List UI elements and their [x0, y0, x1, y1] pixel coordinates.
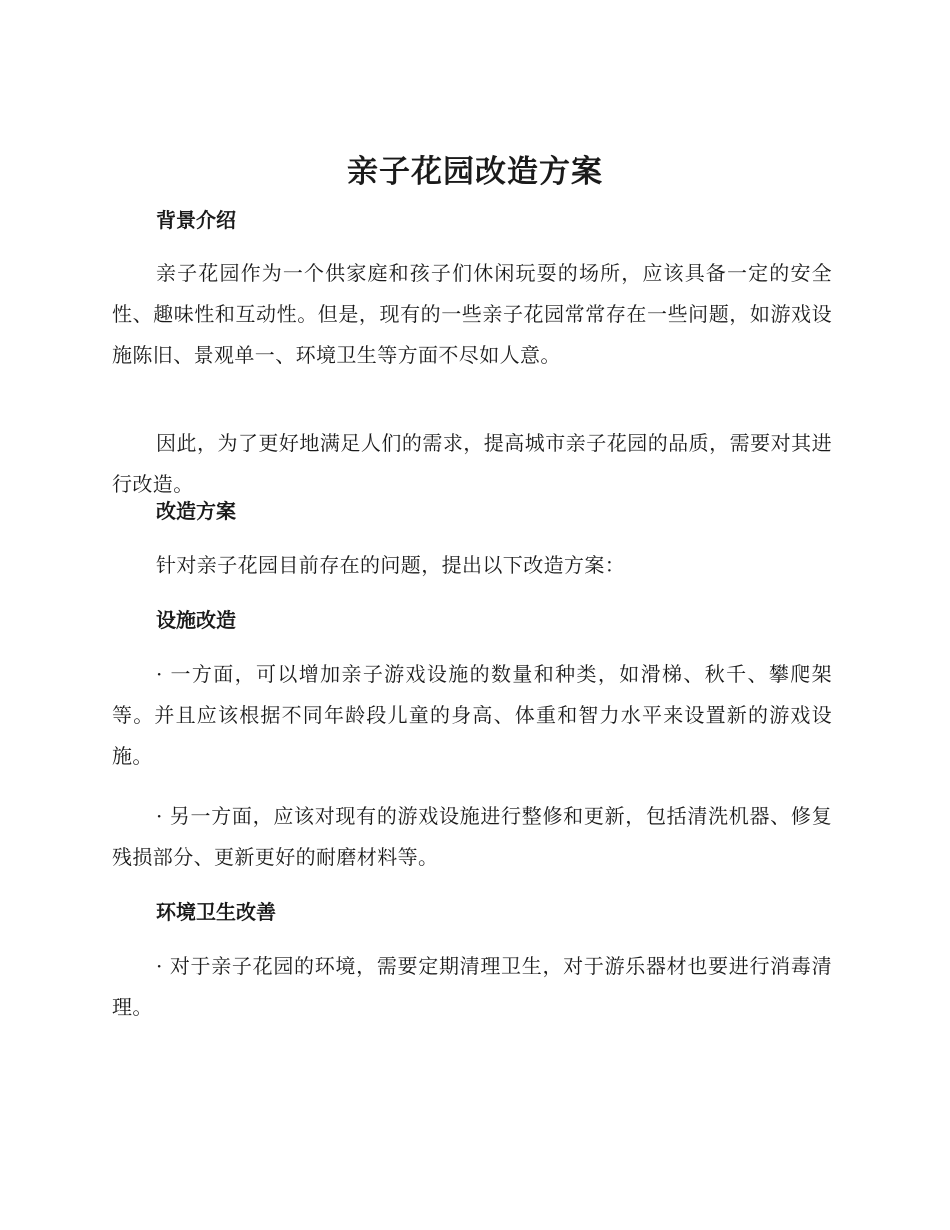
paragraph-background-1: 亲子花园作为一个供家庭和孩子们休闲玩耍的场所，应该具备一定的安全性、趣味性和互动性。但是，现有的一些亲子花园常常存在一些问题，如游戏设施陈旧、景观单一、环境卫生等方面不尽如人意。: [112, 261, 832, 367]
section-heading-background: 背景介绍: [156, 208, 236, 232]
section-heading-plan: 改造方案: [156, 499, 236, 523]
paragraph-environment-1: · 对于亲子花园的环境，需要定期清理卫生，对于游乐器材也要进行消毒清理。: [112, 954, 832, 1019]
section-heading-environment: 环境卫生改善: [156, 900, 276, 924]
paragraph-background-2: 因此，为了更好地满足人们的需求，提高城市亲子花园的品质，需要对其进行改造。: [112, 431, 832, 496]
paragraph-facility-1: · 一方面，可以增加亲子游戏设施的数量和种类，如滑梯、秋千、攀爬架等。并且应该根据不同年龄段儿童的身高、体重和智力水平来设置新的游戏设施。: [112, 662, 832, 768]
section-heading-facility: 设施改造: [156, 608, 236, 632]
paragraph-facility-2: · 另一方面，应该对现有的游戏设施进行整修和更新，包括清洗机器、修复残损部分、更新更好的耐磨材料等。: [112, 804, 832, 869]
document-title: 亲子花园改造方案: [347, 154, 603, 190]
paragraph-plan-intro: 针对亲子花园目前存在的问题，提出以下改造方案：: [156, 553, 626, 577]
